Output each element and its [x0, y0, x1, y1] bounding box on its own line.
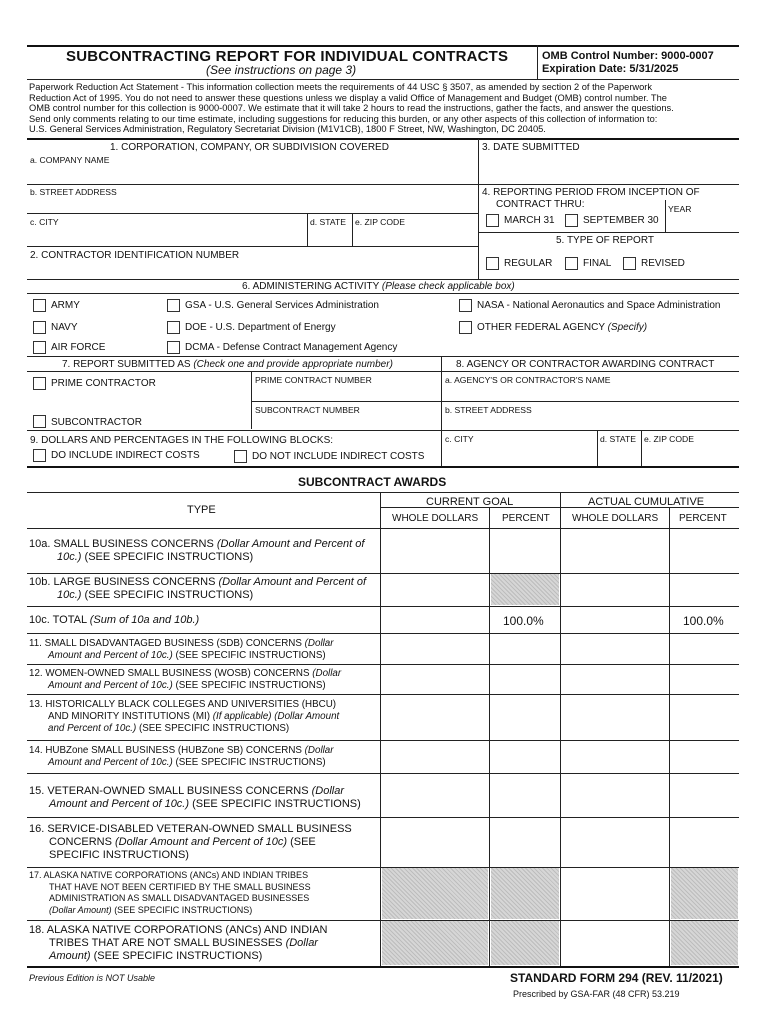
company-name-label: a. COMPANY NAME	[30, 155, 110, 165]
final-label: FINAL	[583, 258, 612, 269]
regular-checkbox[interactable]	[486, 257, 499, 270]
row-16-label: 16. SERVICE-DISABLED VETERAN-OWNED SMALL BUSINESS CONCERNS (Dollar Amount and Percent of 10c) (SEE SPECIFIC INSTRUCTIONS)	[29, 823, 352, 861]
dcma-label: DCMA - Defense Contract Management Agency	[185, 342, 398, 353]
actual-dollars-header: WHOLE DOLLARS	[572, 513, 659, 524]
date-submitted-field[interactable]	[480, 155, 738, 183]
gsa-checkbox[interactable]	[167, 299, 180, 312]
year-field[interactable]	[667, 213, 737, 231]
previous-edition-note: Previous Edition is NOT Usable	[29, 973, 156, 983]
prime-contractor-label: PRIME CONTRACTOR	[51, 378, 156, 389]
contractor-id-field[interactable]	[28, 262, 476, 278]
form-title: SUBCONTRACTING REPORT FOR INDIVIDUAL CONTRACTS	[66, 48, 509, 65]
september-30-label: SEPTEMBER 30	[583, 215, 659, 226]
row-14-label: 14. HUBZone SMALL BUSINESS (HUBZone SB) CONCERNS (Dollar Amount and Percent of 10c.) (SEE SPECIFIC INSTRUCTIONS)	[29, 745, 334, 768]
regular-label: REGULAR	[504, 258, 553, 269]
row-11-label: 11. SMALL DISADVANTAGED BUSINESS (SDB) CONCERNS (Dollar Amount and Percent of 10c.) (SEE SPECIFIC INSTRUCTIONS)	[29, 638, 334, 661]
agency-state-label: d. STATE	[600, 434, 636, 444]
type-header: TYPE	[187, 504, 216, 516]
navy-label: NAVY	[51, 322, 78, 333]
row-10a-label: 10a. SMALL BUSINESS CONCERNS (Dollar Amount and Percent of 10c.) (SEE SPECIFIC INSTRUCTIONS)	[29, 538, 365, 563]
shaded-cell	[671, 921, 738, 965]
state-label: d. STATE	[310, 217, 346, 227]
shaded-cell	[491, 574, 559, 605]
other-agency-label: OTHER FEDERAL AGENCY (Specify)	[477, 322, 648, 333]
air-force-checkbox[interactable]	[33, 341, 46, 354]
section4-heading: 4. REPORTING PERIOD FROM INCEPTION OF	[482, 187, 700, 198]
section7-heading: 7. REPORT SUBMITTED AS (Check one and provide appropriate number)	[62, 359, 393, 370]
shaded-cell	[671, 868, 738, 919]
nasa-checkbox[interactable]	[459, 299, 472, 312]
shaded-cell	[491, 868, 559, 919]
doe-label: DOE - U.S. Department of Energy	[185, 322, 336, 333]
subcontractor-checkbox[interactable]	[33, 415, 46, 428]
section6-heading: 6. ADMINISTERING ACTIVITY (Please check applicable box)	[242, 281, 515, 292]
agency-city-label: c. CITY	[445, 434, 474, 444]
row-15-label: 15. VETERAN-OWNED SMALL BUSINESS CONCERNS (Dollar Amount and Percent of 10c.) (SEE SPECIFIC INSTRUCTIONS)	[29, 785, 361, 810]
final-checkbox[interactable]	[565, 257, 578, 270]
actual-cumulative-header: ACTUAL CUMULATIVE	[588, 496, 705, 508]
agency-street-label: b. STREET ADDRESS	[445, 405, 532, 415]
awards-title: SUBCONTRACT AWARDS	[298, 475, 447, 489]
section5-heading: 5. TYPE OF REPORT	[556, 235, 654, 246]
section9-heading: 9. DOLLARS AND PERCENTAGES IN THE FOLLOWING BLOCKS:	[30, 435, 334, 446]
prime-contract-number-field[interactable]	[253, 386, 439, 400]
section4-heading-line2: CONTRACT THRU:	[496, 199, 585, 210]
exclude-indirect-checkbox[interactable]	[234, 450, 247, 463]
march-31-label: MARCH 31	[504, 215, 555, 226]
include-indirect-label: DO INCLUDE INDIRECT COSTS	[51, 450, 200, 461]
prime-contract-number-label: PRIME CONTRACT NUMBER	[255, 375, 372, 385]
army-label: ARMY	[51, 300, 80, 311]
prescribed-by: Prescribed by GSA-FAR (48 CFR) 53.219	[513, 989, 680, 999]
goal-percent-header: PERCENT	[502, 513, 550, 524]
september-30-checkbox[interactable]	[565, 214, 578, 227]
company-name-field[interactable]	[28, 165, 476, 183]
march-31-checkbox[interactable]	[486, 214, 499, 227]
city-label: c. CITY	[30, 217, 59, 227]
dcma-checkbox[interactable]	[167, 341, 180, 354]
goal-dollars-header: WHOLE DOLLARS	[392, 513, 479, 524]
form-number: STANDARD FORM 294 (REV. 11/2021)	[510, 971, 723, 985]
shaded-cell	[491, 921, 559, 965]
row-18-label: 18. ALASKA NATIVE CORPORATIONS (ANCs) AND INDIAN TRIBES THAT ARE NOT SMALL BUSINESSES (Dollar Amount) (SEE SPECIFIC INSTRUCTIONS)	[29, 924, 328, 962]
army-checkbox[interactable]	[33, 299, 46, 312]
street-address-label: b. STREET ADDRESS	[30, 187, 117, 197]
row-13-label: 13. HISTORICALLY BLACK COLLEGES AND UNIVERSITIES (HBCU) AND MINORITY INSTITUTIONS (MI) (If applicable) (Dollar Amount and Percent of 10c.) (SEE SPECIFIC INSTRUCTIONS)	[29, 699, 340, 734]
actual-total-percent: 100.0%	[683, 614, 724, 628]
revised-label: REVISED	[641, 258, 685, 269]
section8-heading: 8. AGENCY OR CONTRACTOR AWARDING CONTRACT	[456, 359, 715, 370]
include-indirect-checkbox[interactable]	[33, 449, 46, 462]
agency-zip-label: e. ZIP CODE	[644, 434, 694, 444]
goal-total-percent: 100.0%	[503, 614, 544, 628]
zip-label: e. ZIP CODE	[355, 217, 405, 227]
street-address-field[interactable]	[28, 197, 476, 212]
row-17-label: 17. ALASKA NATIVE CORPORATIONS (ANCs) AND INDIAN TRIBES THAT HAVE NOT BEEN CERTIFIED BY THE SMALL BUSINESS ADMINISTRATION AS SMALL DISADVANTAGED BUSINESSES (Dollar Amount) (SEE SPECIFIC INSTRUCTIONS)	[29, 870, 311, 915]
subcontract-number-label: SUBCONTRACT NUMBER	[255, 405, 360, 415]
exclude-indirect-label: DO NOT INCLUDE INDIRECT COSTS	[252, 451, 425, 462]
doe-checkbox[interactable]	[167, 321, 180, 334]
agency-street-field[interactable]	[443, 416, 737, 430]
agency-name-label: a. AGENCY'S OR CONTRACTOR'S NAME	[445, 375, 611, 385]
year-label: YEAR	[668, 204, 692, 214]
prime-contractor-checkbox[interactable]	[33, 377, 46, 390]
form-subtitle: (See instructions on page 3)	[206, 63, 357, 77]
section2-heading: 2. CONTRACTOR IDENTIFICATION NUMBER	[30, 250, 240, 261]
shaded-cell	[382, 868, 488, 919]
nasa-label: NASA - National Aeronautics and Space Administration	[477, 300, 721, 311]
omb-control-number: OMB Control Number: 9000-0007	[542, 50, 714, 62]
subcontractor-label: SUBCONTRACTOR	[51, 417, 142, 428]
revised-checkbox[interactable]	[623, 257, 636, 270]
gsa-label: GSA - U.S. General Services Administration	[185, 300, 379, 311]
row-10c-label: 10c. TOTAL (Sum of 10a and 10b.)	[29, 614, 200, 626]
agency-name-field[interactable]	[443, 386, 737, 400]
shaded-cell	[382, 921, 488, 965]
navy-checkbox[interactable]	[33, 321, 46, 334]
current-goal-header: CURRENT GOAL	[426, 496, 514, 508]
other-agency-checkbox[interactable]	[459, 321, 472, 334]
air-force-label: AIR FORCE	[51, 342, 106, 353]
paperwork-statement: Paperwork Reduction Act Statement - This information collection meets the requirements of 44 USC § 3507, as amended by section 2 of the Paperwork Reduction Act of 1995. You do not need to answer these questions unless we display a valid Office of Management and Budget (OMB) control number. The OMB control number for this collection is 9000-0007. We estimate that it will take 2 hours to read the instructions, gather the facts, and answer the questions. Send only comments relating to our time estimate, including suggestions for reducing this burden, or any other aspects of this collection of information to: U.S. General Services Administration, Regulatory Secretariat Division (M1V1CB), 1800 F Street, NW, Washington, DC 20405.	[29, 82, 674, 135]
section1-heading: 1. CORPORATION, COMPANY, OR SUBDIVISION COVERED	[110, 142, 389, 153]
section3-heading: 3. DATE SUBMITTED	[482, 142, 580, 153]
expiration-date: Expiration Date: 5/31/2025	[542, 63, 679, 75]
actual-percent-header: PERCENT	[679, 513, 727, 524]
row-10b-label: 10b. LARGE BUSINESS CONCERNS (Dollar Amount and Percent of 10c.) (SEE SPECIFIC INSTRUCTIONS)	[29, 576, 367, 601]
row-12-label: 12. WOMEN-OWNED SMALL BUSINESS (WOSB) CONCERNS (Dollar Amount and Percent of 10c.) (SEE SPECIFIC INSTRUCTIONS)	[29, 668, 342, 691]
